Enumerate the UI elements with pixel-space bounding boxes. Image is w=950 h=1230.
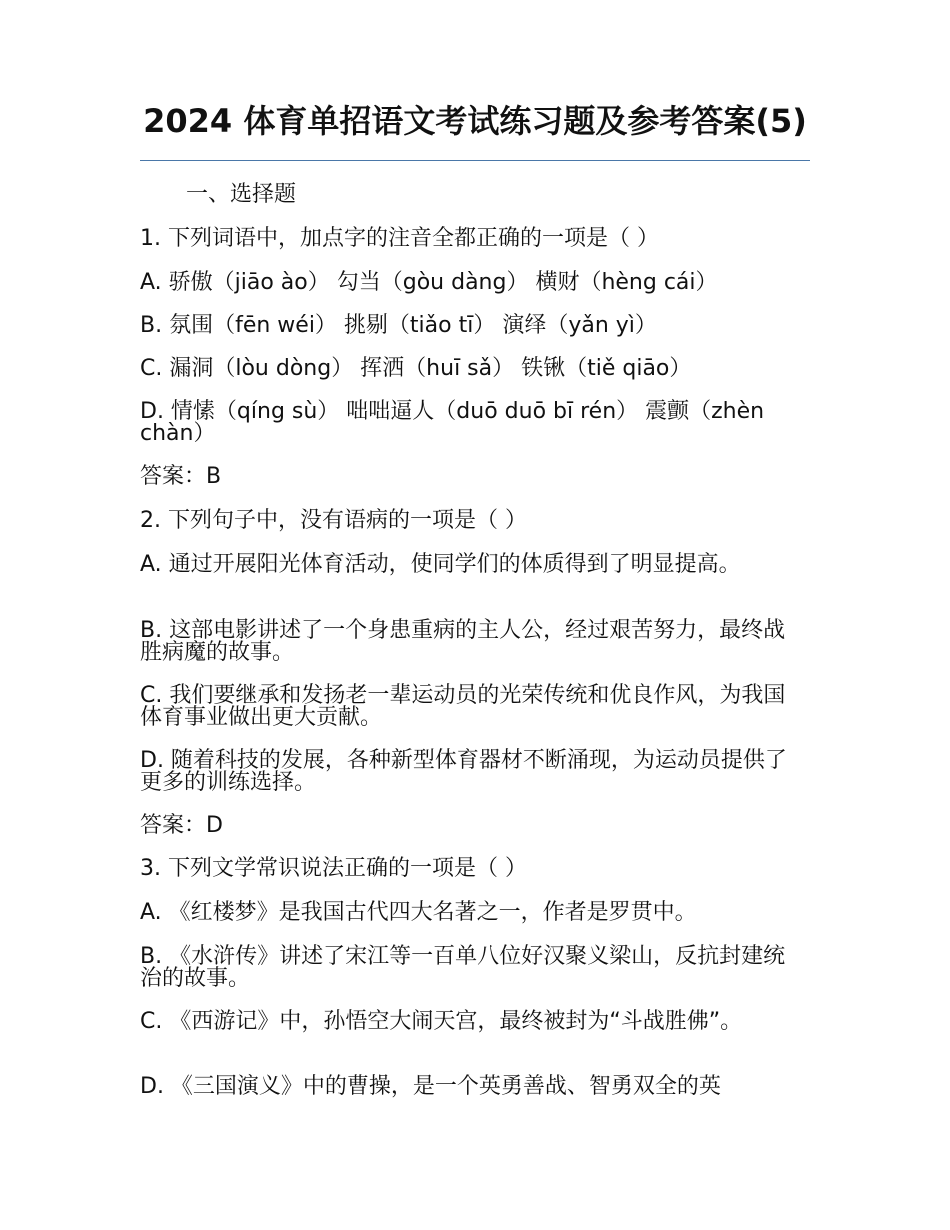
question-3-option-b: B. 《水浒传》讲述了宋江等一百单八位好汉聚义梁山，反抗封建统治的故事。	[140, 944, 786, 991]
question-2-option-c: C. 我们要继承和发扬老一辈运动员的光荣传统和优良作风，为我国体育事业做出更大贡献。	[140, 683, 786, 730]
question-1-option-a: A. 骄傲（jiāo ào） 勾当（gòu dàng） 横财（hèng cái）	[140, 270, 718, 295]
question-3-option-d: D. 《三国演义》中的曹操，是一个英勇善战、智勇双全的英	[140, 1074, 721, 1099]
section-heading: 一、选择题	[186, 182, 297, 207]
title-underline	[140, 160, 810, 161]
question-1-answer: 答案：B	[140, 464, 222, 489]
question-1-option-d: D. 情愫（qíng sù） 咄咄逼人（duō duō bī rén） 震颤（zhèn chàn）	[140, 399, 765, 446]
question-2-option-b: B. 这部电影讲述了一个身患重病的主人公，经过艰苦努力，最终战胜病魔的故事。	[140, 618, 786, 665]
question-2-option-a: A. 通过开展阳光体育活动，使同学们的体质得到了明显提高。	[140, 552, 741, 577]
question-3-option-c: C. 《西游记》中，孙悟空大闹天宫，最终被封为“斗战胜佛”。	[140, 1009, 743, 1034]
question-2-stem: 2. 下列句子中，没有语病的一项是（ ）	[140, 508, 527, 533]
question-2-option-d: D. 随着科技的发展，各种新型体育器材不断涌现，为运动员提供了更多的训练选择。	[140, 748, 787, 795]
question-1-option-b: B. 氛围（fēn wéi） 挑剔（tiǎo tī） 演绎（yǎn yì）	[140, 313, 657, 338]
question-3-option-a: A. 《红楼梦》是我国古代四大名著之一，作者是罗贯中。	[140, 900, 697, 925]
question-2-answer: 答案：D	[140, 813, 223, 838]
question-1-stem: 1. 下列词语中，加点字的注音全都正确的一项是（ ）	[140, 226, 659, 251]
document-title: 2024 体育单招语文考试练习题及参考答案(5)	[143, 102, 807, 140]
question-1-option-c: C. 漏洞（lòu dòng） 挥洒（huī sǎ） 铁锹（tiě qiāo）	[140, 356, 692, 381]
question-3-stem: 3. 下列文学常识说法正确的一项是（ ）	[140, 856, 527, 881]
